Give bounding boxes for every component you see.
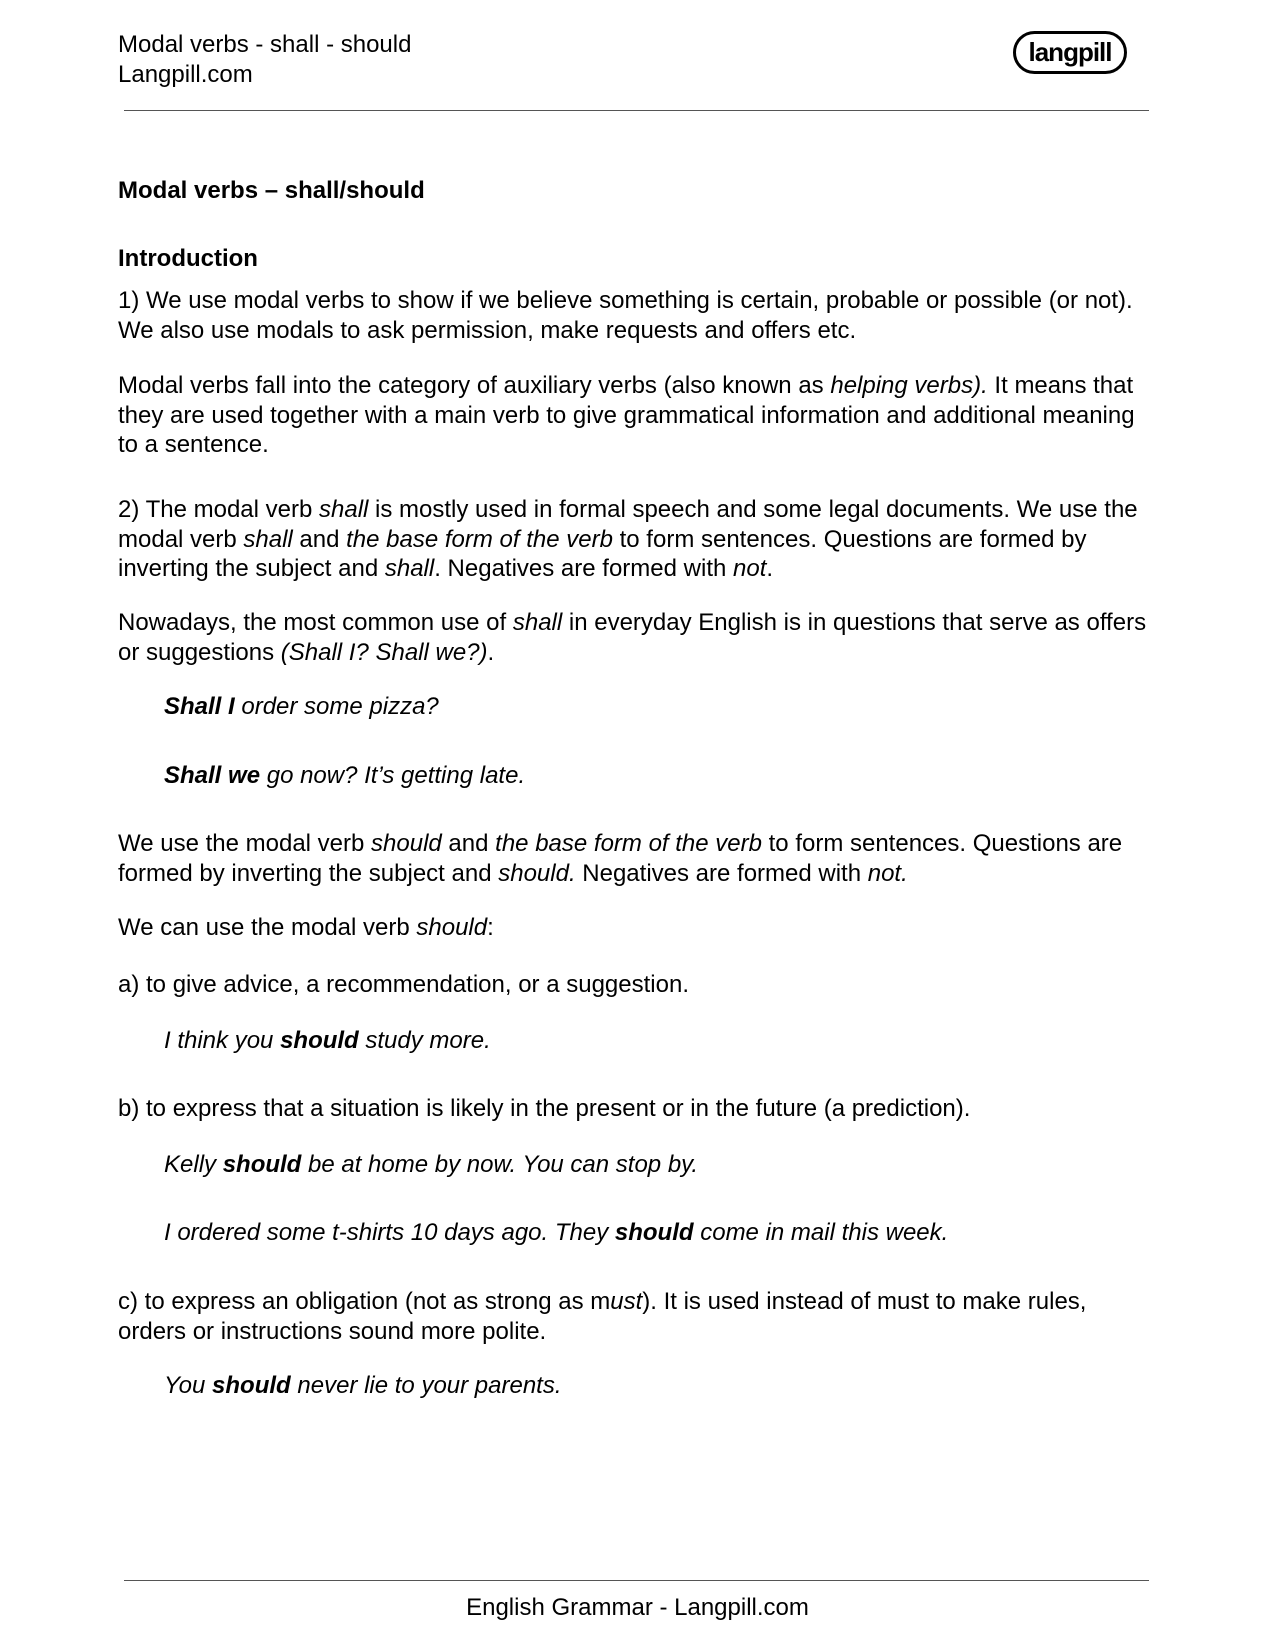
paragraph-5: We use the modal verb should and the base form of the verb to form sentences. Questions are formed by inverting the subject and should. Negatives are formed with not. (118, 830, 1123, 887)
intro-heading: Introduction (118, 245, 258, 272)
usage-c: c) to express an obligation (not as strong as must). It is used instead of must to make rules, orders or instructions sound more polite. (118, 1288, 1087, 1345)
example-sentence: Shall I order some pizza? (164, 693, 439, 720)
example-sentence: Shall we go now? It’s getting late. (164, 762, 526, 789)
page-footer: English Grammar - Langpill.com (466, 1594, 809, 1621)
paragraph-1: 1) We use modal verbs to show if we believe something is certain, probable or possible (or not). We also use modals to ask permission, make requests and offers etc. (118, 287, 1133, 344)
document-title: Modal verbs – shall/should (118, 177, 425, 204)
header-site: Langpill.com (118, 61, 253, 88)
example-sentence: I ordered some t-shirts 10 days ago. They should come in mail this week. (164, 1219, 949, 1246)
example-sentence: I think you should study more. (164, 1027, 491, 1054)
usage-a: a) to give advice, a recommendation, or a suggestion. (118, 971, 689, 998)
header-divider (124, 110, 1149, 111)
langpill-logo: langpill (1013, 31, 1127, 74)
paragraph-4: Nowadays, the most common use of shall in everyday English is in questions that serve as offers or suggestions (Shall I? Shall we?). (118, 609, 1147, 666)
header-title: Modal verbs - shall - should (118, 31, 412, 58)
paragraph-6: We can use the modal verb should: (118, 914, 494, 941)
footer-divider (124, 1580, 1149, 1581)
header-text (118, 30, 411, 90)
usage-b: b) to express that a situation is likely in the present or in the future (a prediction). (118, 1095, 971, 1122)
example-sentence: Kelly should be at home by now. You can stop by. (164, 1151, 699, 1178)
paragraph-3: 2) The modal verb shall is mostly used in formal speech and some legal documents. We use the modal verb shall and the base form of the verb to form sentences. Questions are formed by inverting the subject and shall. Negatives are formed with not. (118, 496, 1138, 582)
example-sentence: You should never lie to your parents. (164, 1372, 562, 1399)
paragraph-2: Modal verbs fall into the category of auxiliary verbs (also known as helping verbs). It means that they are used together with a main verb to give grammatical information and additional meaning to a sentence. (118, 372, 1135, 458)
